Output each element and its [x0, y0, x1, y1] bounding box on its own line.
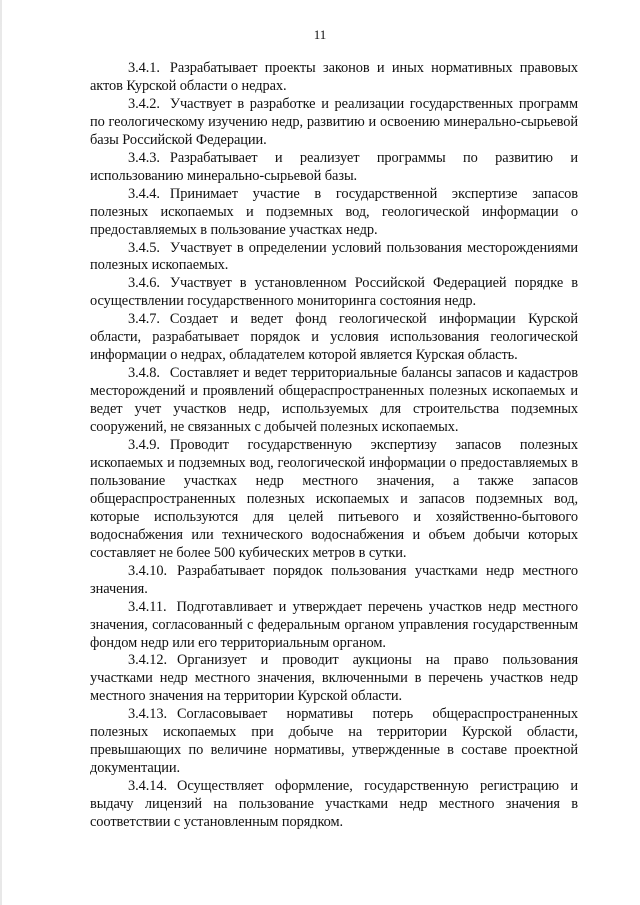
paragraph-number: 3.4.7.	[128, 311, 160, 328]
paragraph-number: 3.4.6.	[128, 275, 160, 292]
paragraph-text: Принимает участие в государственной экспертизе запасов полезных ископаемых и подземных вод, геологической информации о предоставляемых в пользование участках недр.	[90, 185, 578, 238]
page-number: 11	[313, 27, 327, 42]
scan-edge-shadow	[0, 0, 2, 905]
paragraph-3-4-12	[90, 652, 578, 706]
paragraph-number: 3.4.12.	[128, 652, 168, 669]
paragraph-number: 3.4.8.	[128, 365, 160, 382]
paragraph-3-4-3	[90, 150, 578, 186]
paragraph-text: Создает и ведет фонд геологической информации Курской области, разрабатывает порядок и условия использования геологической информации о недрах, обладателем которой является Курская область.	[90, 311, 578, 364]
paragraph-3-4-9	[90, 437, 578, 563]
paragraph-text: Участвует в разработке и реализации государственных программ по геологическому изучению недр, развитию и освоению минерально-сырьевой базы Российской Федерации.	[90, 95, 578, 148]
paragraph-number: 3.4.9.	[128, 437, 160, 454]
paragraph-3-4-4	[90, 186, 578, 240]
paragraph-text: Участвует в определении условий пользования месторождениями полезных ископаемых.	[90, 239, 578, 274]
paragraph-3-4-5	[90, 240, 578, 276]
paragraph-text: Осуществляет оформление, государственную регистрацию и выдачу лицензий на пользование участками недр местного значения в соответствии с установленным порядком.	[90, 778, 578, 831]
paragraph-text: Разрабатывает проекты законов и иных нормативных правовых актов Курской области о недрах.	[90, 60, 578, 94]
paragraph-text: Согласовывает нормативы потерь общераспространенных полезных ископаемых при добыче на территории Курской области, превышающих по величине нормативы, утвержденные в составе проектной документации.	[90, 706, 578, 777]
paragraph-3-4-13	[90, 706, 578, 778]
paragraph-3-4-2	[90, 96, 578, 150]
paragraph-3-4-8	[90, 365, 578, 437]
paragraph-number: 3.4.10.	[128, 562, 168, 579]
paragraph-text: Участвует в установленном Российской Федерацией порядке в осуществлении государственного мониторинга состояния недр.	[90, 275, 578, 310]
paragraph-number: 3.4.2.	[128, 95, 160, 112]
document-body	[90, 60, 578, 832]
paragraph-number: 3.4.4.	[128, 185, 160, 202]
paragraph-3-4-6	[90, 275, 578, 311]
paragraph-3-4-11	[90, 599, 578, 653]
paragraph-number: 3.4.3.	[128, 149, 160, 166]
paragraph-3-4-10	[90, 563, 578, 599]
paragraph-text: Разрабатывает и реализует программы по развитию и использованию минерально-сырьевой базы.	[90, 149, 578, 184]
paragraph-3-4-14	[90, 778, 578, 832]
paragraph-number: 3.4.5.	[128, 239, 160, 256]
paragraph-number: 3.4.13.	[128, 706, 168, 723]
paragraph-text: Проводит государственную экспертизу запасов полезных ископаемых и подземных вод, геологической информации о предоставляемых в пользование участках недр местного значения, а также запасов общераспространенных полезных ископаемых и запасов подземных вод, которые используются для целей питьевого и хозяйственно-бытового водоснабжения или технического водоснабжения и объем добычи которых составляет не более 500 кубических метров в сутки.	[90, 437, 578, 561]
paragraph-number: 3.4.14.	[128, 778, 168, 795]
paragraph-text: Составляет и ведет территориальные балансы запасов и кадастров месторождений и проявлений общераспространенных полезных ископаемых и ведет учет участков недр, используемых для строительства подземных сооружений, не связанных с добычей полезных ископаемых.	[90, 365, 578, 436]
paragraph-number: 3.4.11.	[128, 598, 167, 615]
paragraph-text: Организует и проводит аукционы на право пользования участками недр местного значения, включенными в перечень участков недр местного значения на территории Курской области.	[90, 652, 578, 705]
paragraph-text: Подготавливает и утверждает перечень участков недр местного значения, согласованный с федеральным органом управления государственным фондом недр или его территориальным органом.	[90, 598, 578, 651]
paragraph-text: Разрабатывает порядок пользования участками недр местного значения.	[90, 562, 578, 597]
paragraph-3-4-7	[90, 311, 578, 365]
paragraph-number: 3.4.1.	[128, 60, 160, 76]
paragraph-3-4-1	[90, 60, 578, 96]
